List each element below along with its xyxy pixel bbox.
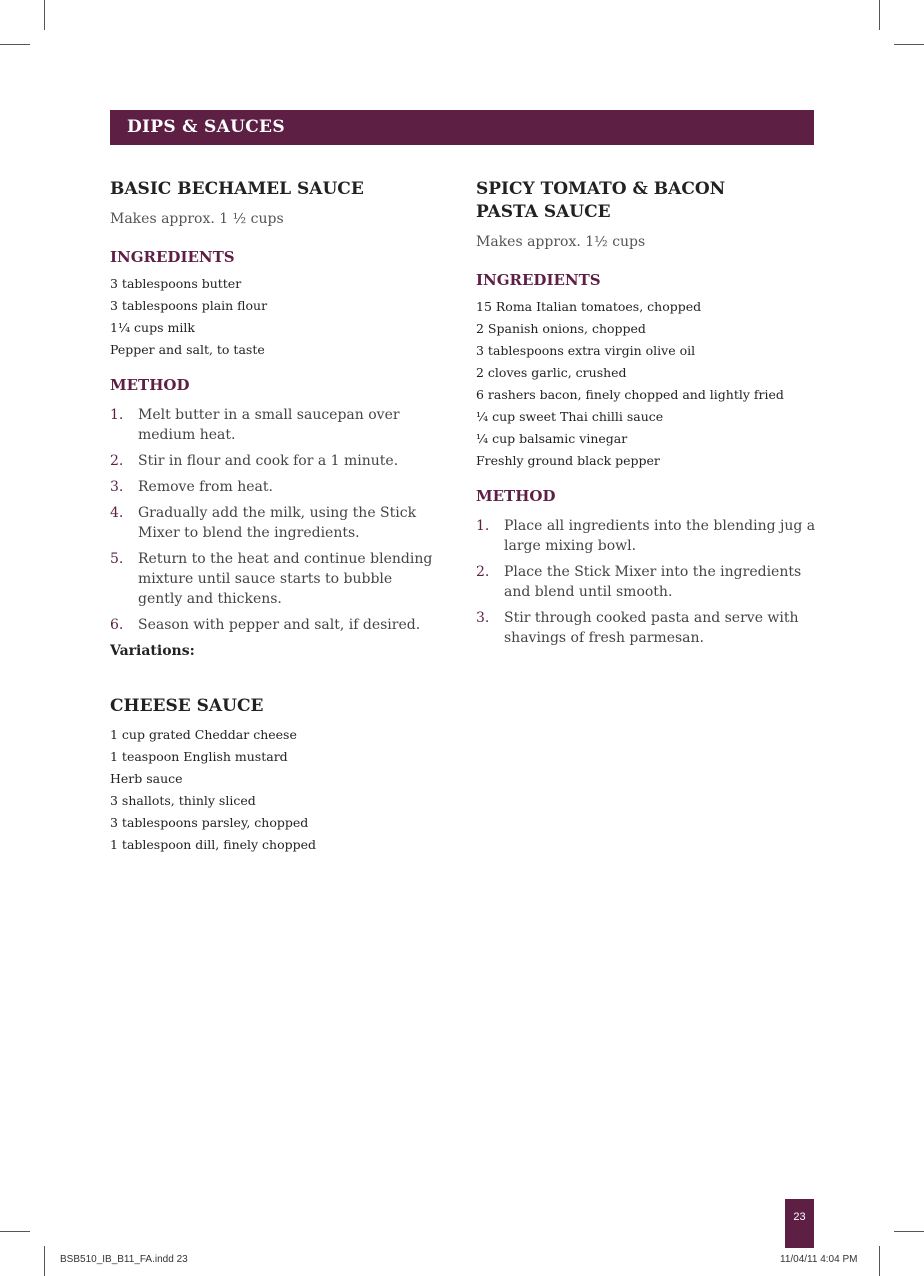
list-item: ¼ cup balsamic vinegar <box>476 431 628 446</box>
method-list <box>110 405 440 635</box>
step-text: Return to the heat and continue blending mixture until sauce starts to bubble gently and thickens. <box>138 551 433 607</box>
title-line: SPICY TOMATO & BACON <box>476 179 726 199</box>
recipe-yield: Makes approx. 1 ½ cups <box>110 211 284 227</box>
crop-mark <box>879 1246 880 1276</box>
method-list <box>476 516 820 648</box>
section-banner: DIPS & SAUCES <box>110 110 814 145</box>
list-item: 3 tablespoons butter <box>110 276 242 291</box>
variations-label: Variations: <box>110 643 195 659</box>
title-line: PASTA SAUCE <box>476 202 611 222</box>
list-item <box>476 516 820 556</box>
ingredients-list <box>476 296 820 472</box>
crop-mark <box>0 1231 30 1232</box>
list-item: 6 rashers bacon, finely chopped and lightly fried <box>476 387 784 402</box>
list-item: 1 tablespoon dill, finely chopped <box>110 837 317 852</box>
ingredients-heading: INGREDIENTS <box>476 271 601 289</box>
list-item: 3 tablespoons extra virgin olive oil <box>476 343 696 358</box>
recipe-title-cheese: CHEESE SAUCE <box>110 696 264 716</box>
step-number: 4. <box>110 505 124 521</box>
method-heading: METHOD <box>476 487 556 505</box>
crop-mark <box>0 44 30 45</box>
list-item <box>110 615 440 635</box>
step-text: Melt butter in a small saucepan over medium heat. <box>138 407 400 443</box>
step-text: Gradually add the milk, using the Stick Mixer to blend the ingredients. <box>138 505 417 541</box>
step-number: 2. <box>476 564 490 580</box>
list-item: 15 Roma Italian tomatoes, chopped <box>476 299 702 314</box>
step-text: Place all ingredients into the blending jug a large mixing bowl. <box>504 518 816 554</box>
list-item: 2 Spanish onions, chopped <box>476 321 646 336</box>
recipe-title-bechamel: BASIC BECHAMEL SAUCE <box>110 179 364 199</box>
list-item <box>110 405 440 445</box>
list-item <box>110 549 440 609</box>
list-item: 1 cup grated Cheddar cheese <box>110 727 297 742</box>
list-item <box>110 451 440 471</box>
crop-mark <box>894 1231 924 1232</box>
list-item: 1¼ cups milk <box>110 320 195 335</box>
step-text: Stir through cooked pasta and serve with shavings of fresh parmesan. <box>504 610 799 646</box>
crop-mark <box>879 0 880 30</box>
list-item: 2 cloves garlic, crushed <box>476 365 627 380</box>
right-column <box>476 178 820 654</box>
step-text: Stir in flour and cook for a 1 minute. <box>138 453 399 469</box>
recipe-yield: Makes approx. 1½ cups <box>476 234 646 250</box>
list-item <box>476 608 820 648</box>
step-number: 1. <box>476 518 490 534</box>
list-item: Herb sauce <box>110 771 183 786</box>
ingredients-list <box>110 273 440 361</box>
list-item: ¼ cup sweet Thai chilli sauce <box>476 409 664 424</box>
step-text: Remove from heat. <box>138 479 273 495</box>
step-number: 2. <box>110 453 124 469</box>
slug-filename: BSB510_IB_B11_FA.indd 23 <box>60 1254 188 1265</box>
list-item <box>476 562 820 602</box>
step-number: 1. <box>110 407 124 423</box>
step-number: 6. <box>110 617 124 633</box>
list-item: 1 teaspoon English mustard <box>110 749 288 764</box>
step-number: 5. <box>110 551 124 567</box>
left-column <box>110 178 440 856</box>
list-item: 3 tablespoons parsley, chopped <box>110 815 309 830</box>
list-item <box>110 503 440 543</box>
crop-mark <box>44 1246 45 1276</box>
method-heading: METHOD <box>110 376 190 394</box>
step-text: Season with pepper and salt, if desired. <box>138 617 421 633</box>
crop-mark <box>44 0 45 30</box>
page-number-tab: 23 <box>785 1199 814 1248</box>
list-item <box>110 477 440 497</box>
step-number: 3. <box>110 479 124 495</box>
crop-mark <box>894 44 924 45</box>
ingredients-heading: INGREDIENTS <box>110 248 235 266</box>
step-number: 3. <box>476 610 490 626</box>
step-text: Place the Stick Mixer into the ingredients and blend until smooth. <box>504 564 802 600</box>
cheese-ingredients-list <box>110 724 440 856</box>
list-item: 3 tablespoons plain flour <box>110 298 268 313</box>
list-item: 3 shallots, thinly sliced <box>110 793 256 808</box>
list-item: Freshly ground black pepper <box>476 453 660 468</box>
recipe-title-tomato <box>476 178 820 224</box>
slug-timestamp: 11/04/11 4:04 PM <box>780 1254 858 1265</box>
list-item: Pepper and salt, to taste <box>110 342 265 357</box>
